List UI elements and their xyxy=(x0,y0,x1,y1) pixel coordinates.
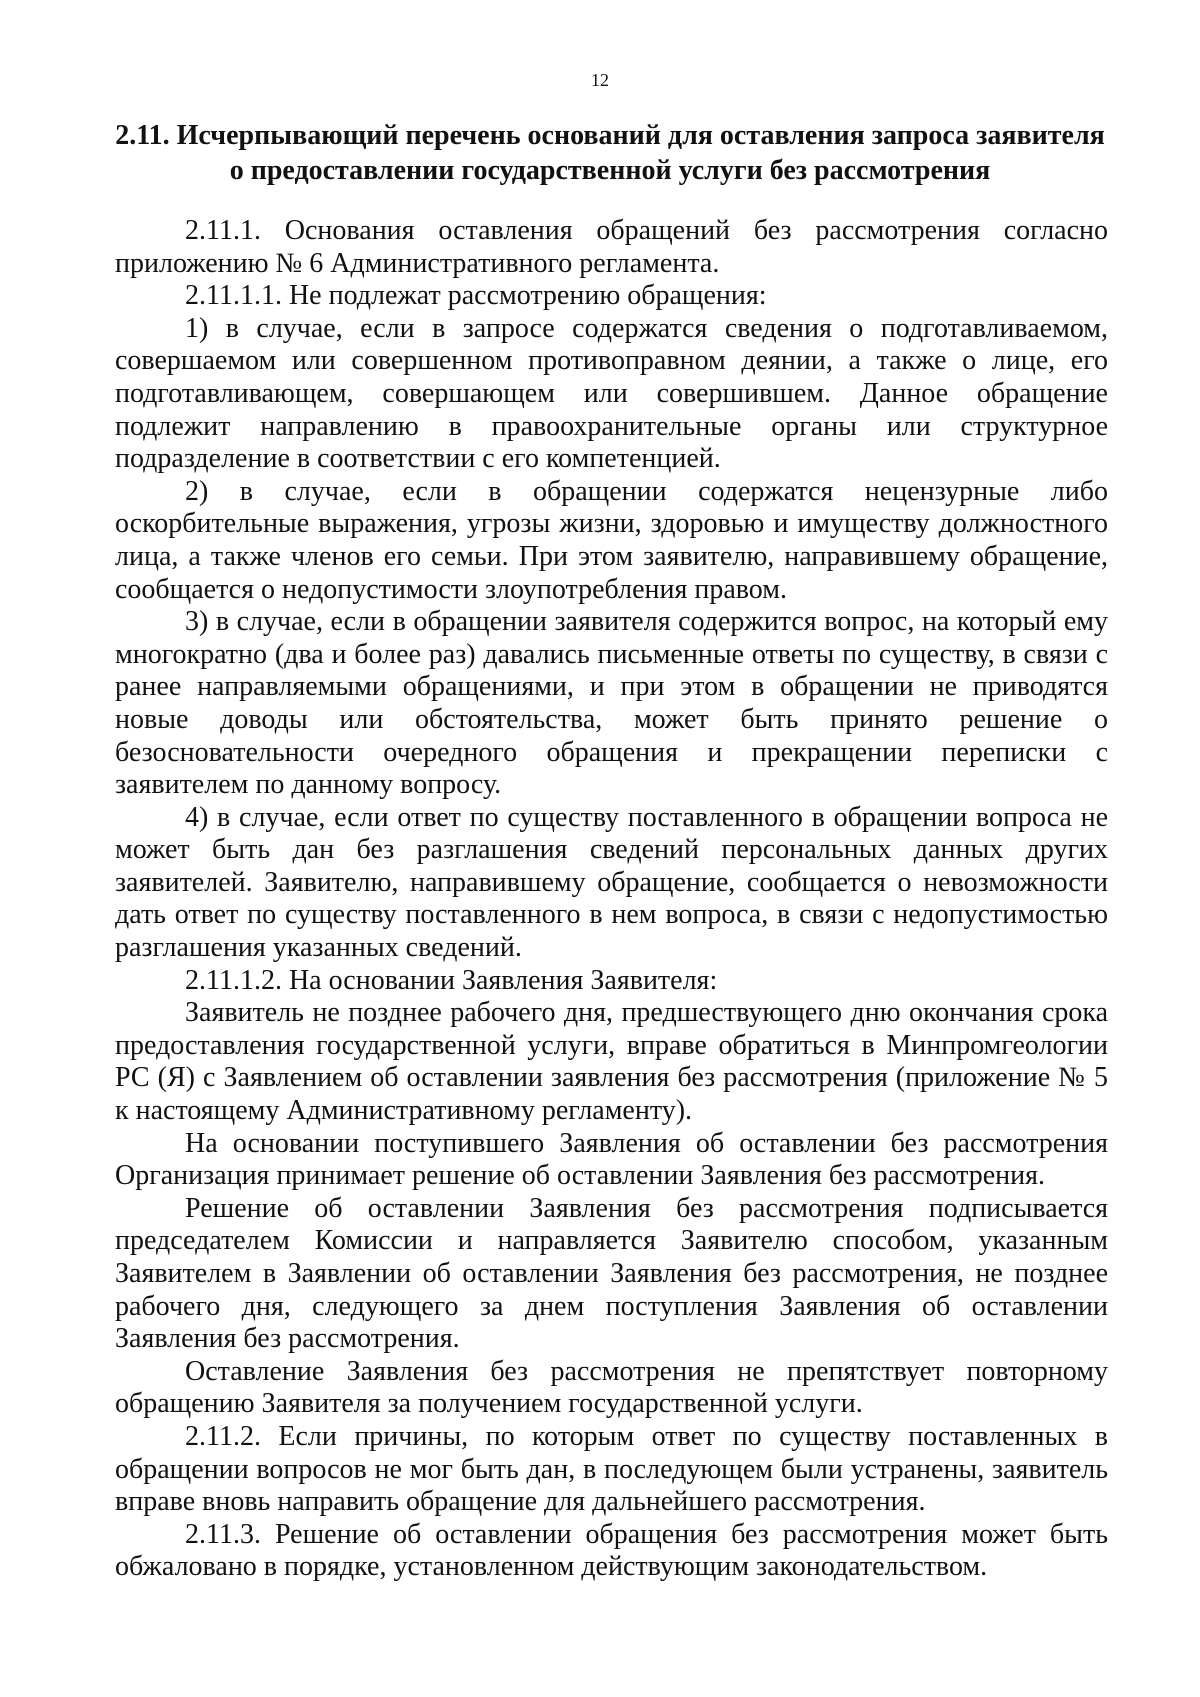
paragraph: 2) в случае, если в обращении содержатся нецензурные либо оскорбительные выражения, угрозы жизни, здоровью и имуществу должностного лица, а также членов его семьи. При этом заявителю, направившему обращение, сообщается о недопустимости злоупотребления правом. xyxy=(115,475,1108,605)
paragraph: 2.11.3. Решение об оставлении обращения без рассмотрения может быть обжаловано в порядке, установленном действующим законодательством. xyxy=(115,1518,1108,1583)
paragraph: 2.11.1.2. На основании Заявления Заявителя: xyxy=(185,964,718,996)
paragraph: 1) в случае, если в запросе содержатся сведения о подготавливаемом, совершаемом или совершенном противоправном деянии, а также о лице, его подготавливающем, совершающем или совершившем. Данное обращение подлежит направлению в правоохранительные органы или структурное подразделение в соответствии с его компетенцией. xyxy=(115,312,1108,475)
document-body xyxy=(115,215,1108,1584)
paragraph: 4) в случае, если ответ по существу поставленного в обращении вопроса не может быть дан без разглашения сведений персональных данных других заявителей. Заявителю, направившему обращение, сообщается о невозможности дать ответ по существу поставленного в нем вопроса, в связи с недопустимостью разглашения указанных сведений. xyxy=(115,801,1108,964)
paragraph: 2.11.1. Основания оставления обращений без рассмотрения согласно приложению № 6 Административного регламента. xyxy=(115,215,1108,279)
paragraph: 3) в случае, если в обращении заявителя содержится вопрос, на который ему многократно (два и более раз) давались письменные ответы по существу, в связи с ранее направляемыми обращениями, и при этом в обращении не приводятся новые доводы или обстоятельства, может быть принято решение о безосновательности очередного обращения и прекращении переписки с заявителем по данному вопросу. xyxy=(115,606,1108,801)
section-title: 2.11. Исчерпывающий перечень оснований для оставления запроса заявителя о предоставлении государственной услуги без рассмотрения xyxy=(115,120,1105,186)
paragraph: На основании поступившего Заявления об оставлении без рассмотрения Организация принимает решение об оставлении Заявления без рассмотрения. xyxy=(115,1127,1108,1192)
paragraph: 2.11.2. Если причины, по которым ответ по существу поставленных в обращении вопросов не мог быть дан, в последующем были устранены, заявитель вправе вновь направить обращение для дальнейшего рассмотрения. xyxy=(115,1420,1108,1518)
page-number: 12 xyxy=(591,70,609,90)
paragraph: 2.11.1.1. Не подлежат рассмотрению обращения: xyxy=(185,280,767,312)
paragraph: Заявитель не позднее рабочего дня, предшествующего дню окончания срока предоставления государственной услуги, вправе обратиться в Минпромгеологии РС (Я) с Заявлением об оставлении заявления без рассмотрения (приложение № 5 к настоящему Административному регламенту). xyxy=(115,997,1108,1127)
paragraph: Решение об оставлении Заявления без рассмотрения подписывается председателем Комиссии и направляется Заявителю способом, указанным Заявителем в Заявлении об оставлении Заявления без рассмотрения, не позднее рабочего дня, следующего за днем поступления Заявления об оставлении Заявления без рассмотрения. xyxy=(115,1192,1108,1355)
paragraph: Оставление Заявления без рассмотрения не препятствует повторному обращению Заявителя за получением государственной услуги. xyxy=(115,1355,1108,1420)
